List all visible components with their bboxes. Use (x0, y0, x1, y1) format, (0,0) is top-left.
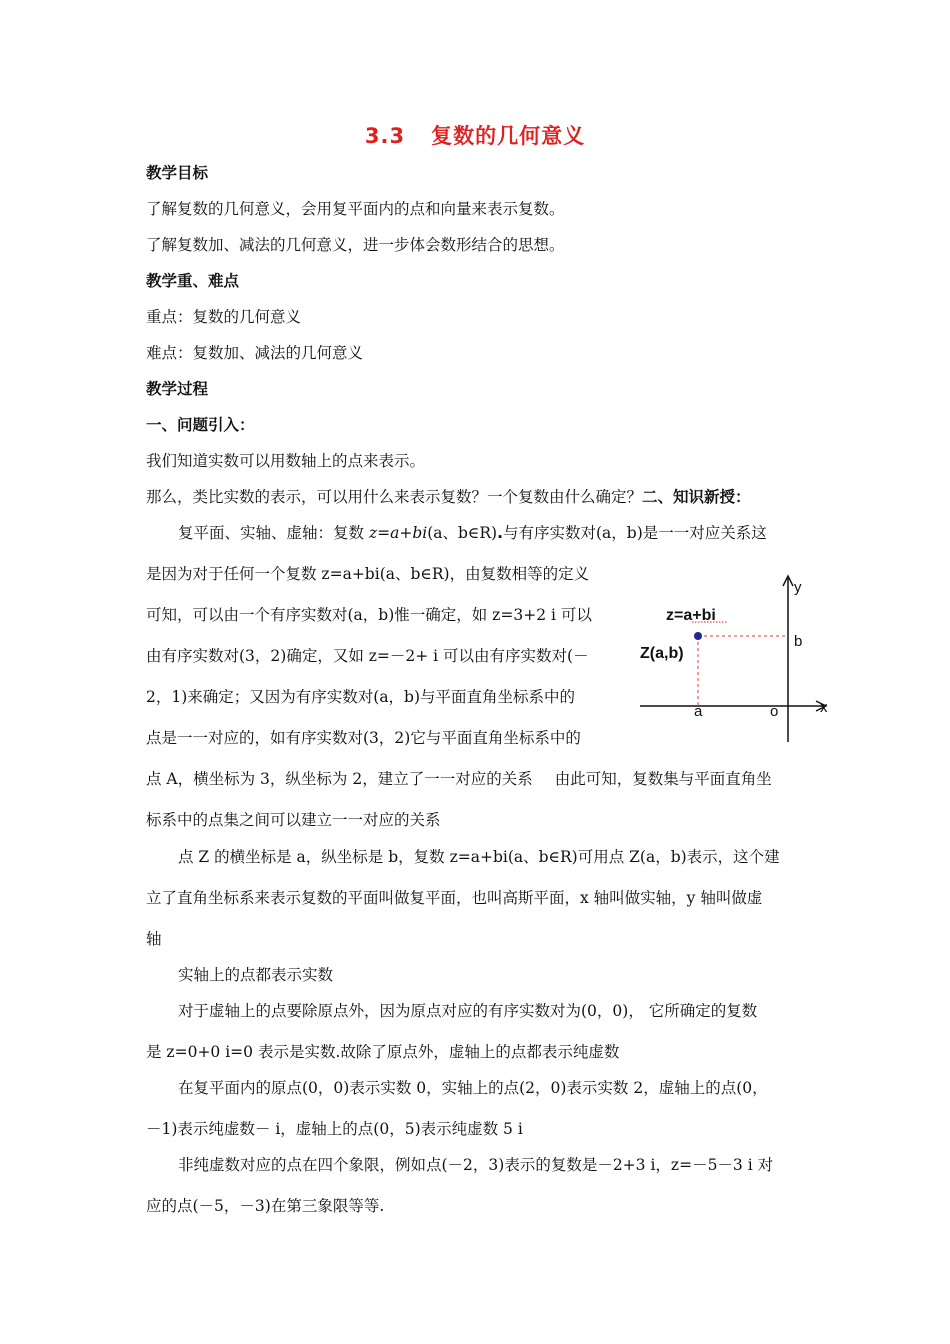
body-line7-a: 点 A，横坐标为 3，纵坐标为 2，建立了一一对应的关系 (146, 770, 533, 788)
key-point-line: 重点：复数的几何意义 (146, 308, 302, 326)
a-label: a (694, 703, 703, 720)
section1-heading: 一、问题引入： (146, 416, 255, 434)
p1-formula: z=a+bi (368, 524, 428, 542)
p1-text-c: 与有序实数对(a，b)是一一对应关系 (503, 524, 752, 542)
title-number: 3.3 (364, 124, 406, 148)
equation-label: z=a+bi (666, 607, 716, 624)
point-z (694, 632, 702, 640)
p1-dot: . (497, 524, 503, 542)
objective-line-1: 了解复数的几何意义，会用复平面内的点和向量来表示复数。 (146, 200, 565, 218)
intro-line-2-text: 那么，类比实数的表示，可以用什么来表示复数？一个复数由什么确定？ (146, 488, 643, 506)
point-label: Z(a,b) (640, 645, 684, 662)
p1-text-a: 复平面、实轴、虚轴：复数 (178, 524, 369, 542)
body-p3: 实轴上的点都表示实数 (178, 966, 334, 984)
title-text: 复数的几何意义 (431, 124, 586, 148)
p1-text-b: (a、b∈R) (427, 524, 498, 542)
body-p6-line2: 应的点(－5，－3)在第三象限等等. (146, 1197, 385, 1215)
body-p6-line1: 非纯虚数对应的点在四个象限，例如点(－2，3)表示的复数是－2+3 i，z=－5－3 i 对 (178, 1156, 774, 1174)
body-line7 (146, 768, 772, 790)
objectives-heading: 教学目标 (146, 164, 209, 182)
b-label: b (794, 633, 803, 650)
complex-plane-figure (640, 572, 840, 748)
body-p5-line1: 在复平面内的原点(0，0)表示实数 0，实轴上的点(2，0)表示实数 2，虚轴上的点(0， (178, 1079, 768, 1097)
body-p5-line2: －1)表示纯虚数－ i，虚轴上的点(0，5)表示纯虚数 5 i (146, 1120, 523, 1138)
key-points-heading: 教学重、难点 (146, 272, 240, 290)
body-line5: 2，1)来确定；又因为有序实数对(a，b)与平面直角坐标系中的 (146, 688, 576, 706)
section2-heading: 二、知识新授： (642, 488, 751, 506)
body-p2-line1: 点 Z 的横坐标是 a，纵坐标是 b，复数 z=a+bi(a、b∈R)可用点 Z(a，b)表示，这个建 (178, 848, 780, 866)
x-axis-label: x (820, 699, 828, 716)
body-p4-line1: 对于虚轴上的点要除原点外，因为原点对应的有序实数对为(0，0)， 它所确定的复数 (178, 1002, 758, 1020)
process-heading: 教学过程 (146, 380, 209, 398)
body-p4-line2: 是 z=0+0 i=0 表示是实数.故除了原点外，虚轴上的点都表示纯虚数 (146, 1043, 620, 1061)
objective-line-2: 了解复数加、减法的几何意义，进一步体会数形结合的思想。 (146, 236, 565, 254)
intro-line-1: 我们知道实数可以用数轴上的点来表示。 (146, 452, 426, 470)
p1-text-d: 这 (751, 524, 767, 542)
body-p2-line3: 轴 (146, 930, 162, 948)
page-title (0, 120, 950, 150)
body-line2: 是因为对于任何一个复数 z=a+bi(a、b∈R)，由复数相等的定义 (146, 565, 590, 583)
origin-label: o (770, 703, 779, 720)
y-axis-label: y (794, 579, 802, 596)
difficulty-line: 难点：复数加、减法的几何意义 (146, 344, 364, 362)
body-line4: 由有序实数对(3，2)确定，又如 z=－2+ i 可以由有序实数对(－ (146, 647, 589, 665)
body-line6: 点是一一对应的，如有序实数对(3，2)它与平面直角坐标系中的 (146, 729, 581, 747)
body-line8: 标系中的点集之间可以建立一一对应的关系 (146, 811, 441, 829)
intro-line-2 (146, 486, 751, 508)
body-p1-line1 (178, 522, 767, 544)
body-p2-line2: 立了直角坐标系来表示复数的平面叫做复平面，也叫高斯平面，x 轴叫做实轴，y 轴叫做虚 (146, 889, 763, 907)
body-line3: 可知，可以由一个有序实数对(a，b)惟一确定，如 z=3+2 i 可以 (146, 606, 592, 624)
body-line7-b: 由此可知，复数集与平面直角坐 (554, 770, 772, 788)
